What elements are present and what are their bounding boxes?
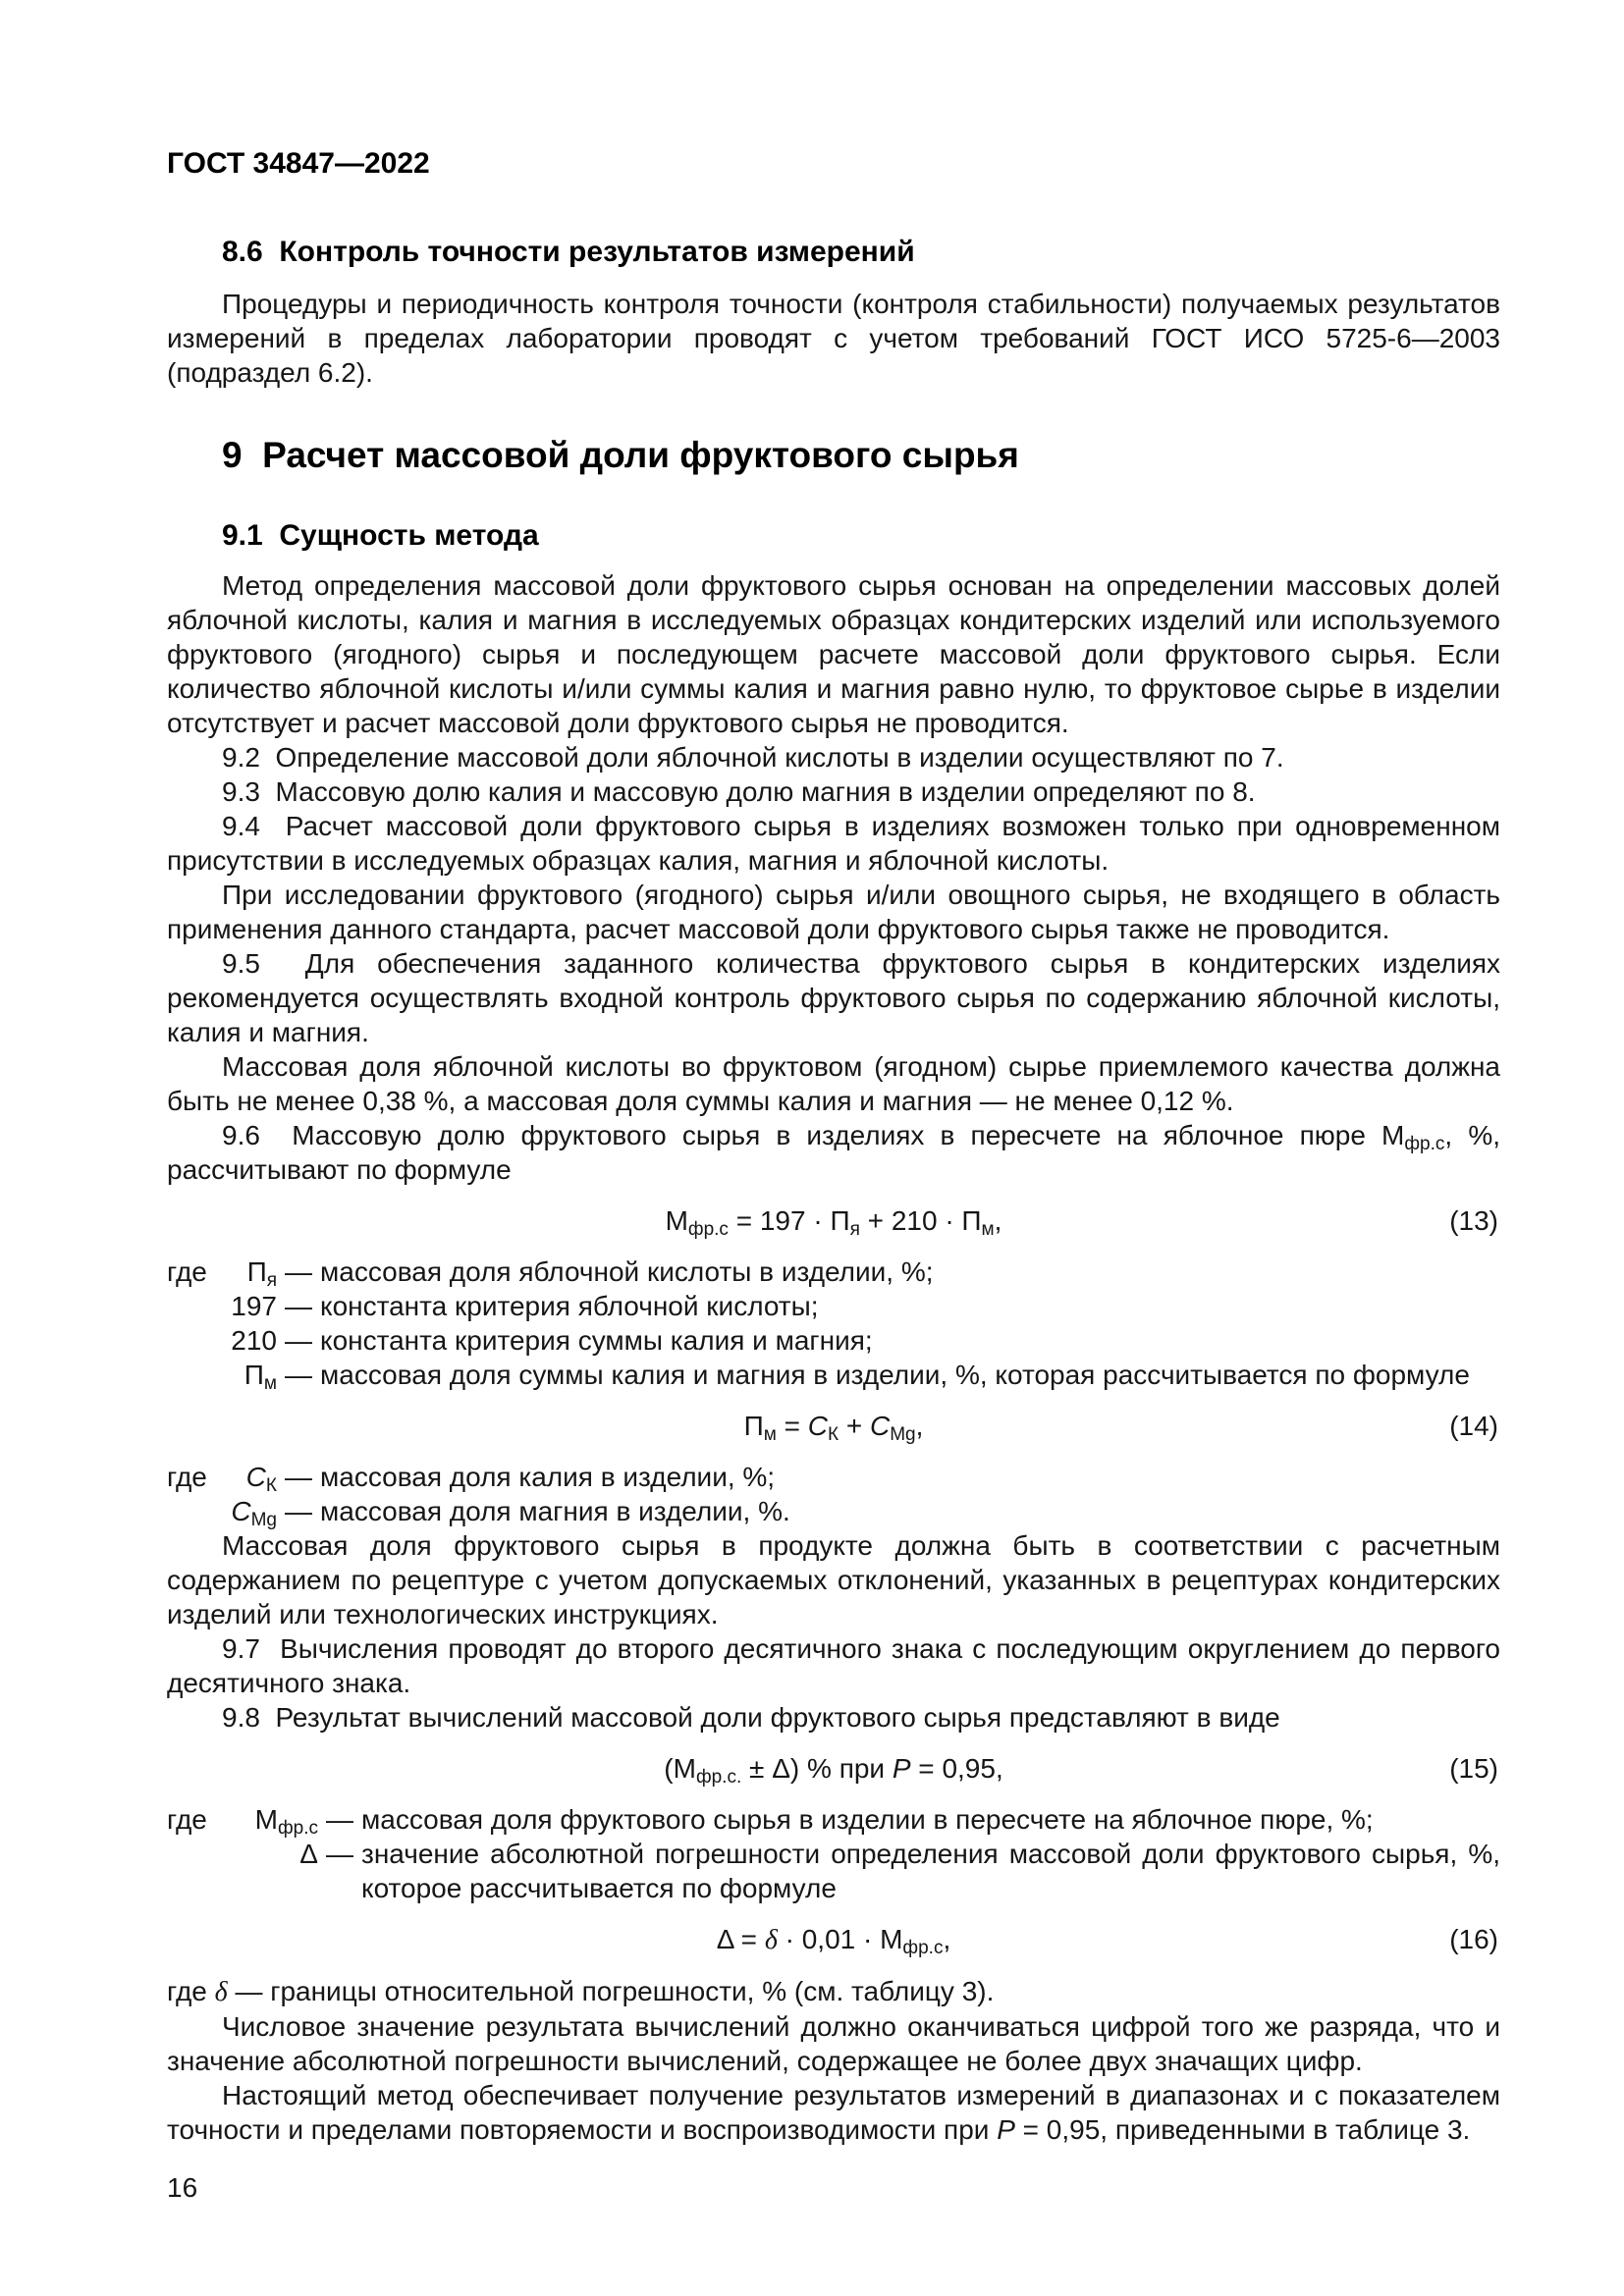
definition-row [167, 1837, 1500, 1905]
section-8-6-heading: 8.6 Контроль точности результатов измерений [222, 236, 915, 268]
definition-dash: — [285, 1325, 312, 1356]
formula-term: Δ = [716, 1924, 765, 1954]
formula-term: (М [664, 1753, 696, 1784]
formula-term: С [869, 1411, 891, 1441]
term-base: П [246, 1256, 267, 1287]
definition-dash: — [285, 1291, 312, 1321]
paragraph-8-6: Процедуры и периодичность контроля точности (контроля стабильности) получаемых результатов измерений в пределах лаборатории проводят с учетом требований ГОСТ ИСО 5725-6—2003 (подраздел 6.2). [167, 289, 1500, 388]
paragraph-final [167, 2078, 1500, 2147]
formula-term: = 0,95, [910, 1753, 1003, 1784]
term-base: П [244, 1360, 264, 1390]
formula-term: = 197 · П [728, 1205, 850, 1236]
subscript-ya: я [849, 1218, 860, 1240]
definition-lead: где [167, 1462, 207, 1492]
term-base: М [254, 1804, 278, 1835]
paragraph-final-text2: = 0,95, приведенными в таблице 3. [1014, 2114, 1471, 2145]
paragraph-9-6-text2: , %, рассчитывают по формуле [167, 1120, 1500, 1185]
formula-13 [167, 1203, 1500, 1238]
term-base: 210 [231, 1325, 277, 1356]
formula-term: = [776, 1411, 808, 1441]
formula-16-expression [716, 1924, 951, 1958]
definition-term [224, 1289, 277, 1323]
paragraph-final-text1: Настоящий метод обеспечивает получение результатов измерений в диапазонах и с показателем точности и пределами повторяемости и воспроизводимости при [167, 2080, 1500, 2145]
formula-term-p: P [892, 1753, 911, 1784]
definition-row [167, 1289, 1500, 1323]
definition-dash: — [326, 1804, 353, 1835]
definition-term [224, 1460, 277, 1494]
formula-term: ± Δ) % при [741, 1753, 893, 1784]
definition-row [167, 1460, 1500, 1494]
definition-term [224, 1255, 277, 1289]
paragraph-9-6-text1: 9.6 Массовую долю фруктового сырья в изделиях в пересчете на яблочное пюре М [222, 1120, 1405, 1150]
definition-dash: — [285, 1360, 312, 1390]
definition-lead [167, 1837, 224, 1905]
definition-row [167, 1358, 1500, 1392]
formula-16-number: (16) [1449, 1924, 1498, 1954]
subscript-fr-s: фр.с [1404, 1133, 1445, 1154]
formula-term: + 210 · П [859, 1205, 982, 1236]
formula-term: + [839, 1411, 870, 1441]
subscript-k: К [265, 1474, 277, 1496]
p-symbol: P [997, 2114, 1015, 2145]
definition-dash: — [285, 1256, 312, 1287]
term-base: С [231, 1496, 251, 1526]
definition-row [167, 1802, 1500, 1837]
subscript-k: К [827, 1423, 839, 1445]
definition-lead: где [167, 1804, 207, 1835]
definition-row [167, 1494, 1500, 1528]
definition-dash: — [285, 1496, 312, 1526]
definition-desc: массовая доля магния в изделии, %. [320, 1496, 790, 1526]
term-base: С [245, 1462, 266, 1492]
definition-term [224, 1837, 318, 1905]
formula-15 [167, 1751, 1500, 1786]
formula-15-expression [664, 1753, 1003, 1788]
definition-row [167, 1323, 1500, 1358]
definition-desc: константа критерия яблочной кислоты; [320, 1291, 819, 1321]
formula-term-delta: δ [764, 1925, 778, 1955]
definition-desc: значение абсолютной погрешности определения массовой доли фруктового сырья, %, которое рассчитывается по формуле [361, 1839, 1500, 1903]
subscript-mg: Mg [250, 1509, 277, 1530]
definition-lead [167, 1358, 224, 1392]
formula-term: , [915, 1411, 924, 1441]
paragraph-9-6 [167, 1118, 1500, 1187]
definition-desc: массовая доля суммы калия и магния в изделии, %, которая рассчитывается по формуле [320, 1360, 1470, 1390]
definition-lead [167, 1289, 224, 1323]
formula-14-number: (14) [1449, 1411, 1498, 1441]
standard-designation: ГОСТ 34847—2022 [167, 147, 430, 180]
paragraph-9-2: 9.2 Определение массовой доли яблочной кислоты в изделии осуществляют по 7. [222, 742, 1284, 773]
formula-16 [167, 1922, 1500, 1957]
paragraph-9-5-note: Массовая доля яблочной кислоты во фруктовом (ягодном) сырье приемлемого качества должна быть не менее 0,38 %, а массовая доля суммы калия и магния — не менее 0,12 %. [167, 1051, 1500, 1116]
definition-desc: массовая доля калия в изделии, %; [320, 1462, 776, 1492]
paragraph-9-4: 9.4 Расчет массовой доли фруктового сырья в изделиях возможен только при одновременном присутствии в исследуемых образцах калия, магния и яблочной кислоты. [167, 811, 1500, 876]
formula-13-expression [665, 1205, 1002, 1240]
formula-term: П [743, 1411, 764, 1441]
definition-term [224, 1323, 277, 1358]
formula-14 [167, 1409, 1500, 1443]
formula-term: · 0,01 · М [777, 1924, 903, 1954]
definitions-formula-13 [167, 1255, 1500, 1392]
definition-dash: — [326, 1839, 353, 1869]
paragraph-9-5: 9.5 Для обеспечения заданного количества фруктового сырья в кондитерских изделиях рекомендуется осуществлять входной контроль фруктового сырья по содержанию яблочной кислоты, калия и магния. [167, 948, 1500, 1047]
definition-desc: константа критерия суммы калия и магния; [320, 1325, 873, 1356]
formula-13-number: (13) [1449, 1205, 1498, 1236]
definition-term [224, 1494, 277, 1528]
definition-dash: — [285, 1462, 312, 1492]
paragraph-delta-definition [167, 1974, 1500, 2009]
subscript-fr-s: фр.с [902, 1937, 944, 1958]
subscript-ya: я [266, 1269, 277, 1291]
formula-term: , [994, 1205, 1002, 1236]
definition-desc: массовая доля яблочной кислоты в изделии, %; [320, 1256, 934, 1287]
paragraph-method: Метод определения массовой доли фруктового сырья основан на определении массовых долей яблочной кислоты, калия и магния в исследуемых образцах кондитерских изделий или используемого фруктового (ягодного) сырья и последующем расчете массовой доли фруктового сырья. Если количество яблочной кислоты и/или суммы калия и магния равно нулю, то фруктовое сырье в изделии отсутствует и расчет массовой доли фруктового сырья не проводится. [167, 570, 1500, 738]
subscript-m: м [763, 1423, 777, 1445]
formula-term: , [943, 1924, 951, 1954]
definitions-formula-15 [167, 1802, 1500, 1905]
definition-row [167, 1255, 1500, 1289]
definition-term [224, 1358, 277, 1392]
definition-term [224, 1802, 318, 1837]
definition-lead: где [167, 1256, 207, 1287]
subscript-mg: Mg [890, 1423, 916, 1445]
definitions-formula-14 [167, 1460, 1500, 1528]
paragraph-9-8: 9.8 Результат вычислений массовой доли фруктового сырья представляют в виде [222, 1702, 1280, 1733]
paragraph-numeric-value: Числовое значение результата вычислений должно оканчиваться цифрой того же разряда, что и значение абсолютной погрешности вычислений, содержащее не более двух значащих цифр. [167, 2011, 1500, 2076]
subscript-fr-s: фр.с [687, 1218, 729, 1240]
definition-desc: массовая доля фруктового сырья в изделии в пересчете на яблочное пюре, %; [361, 1804, 1374, 1835]
paragraph-delta-text1: где [167, 1976, 215, 2006]
definition-lead [167, 1494, 224, 1528]
paragraph-delta-text2: — границы относительной погрешности, % (см. таблицу 3). [227, 1976, 995, 2006]
subscript-m: м [263, 1372, 277, 1394]
subscript-m: м [981, 1218, 995, 1240]
formula-term: С [807, 1411, 828, 1441]
paragraph-mass-fraction: Массовая доля фруктового сырья в продукте должна быть в соответствии с расчетным содержанием по рецептуре с учетом допускаемых отклонений, указанных в рецептурах кондитерских изделий или технологических инструкциях. [167, 1530, 1500, 1629]
formula-term: М [665, 1205, 688, 1236]
page-number: 16 [167, 2172, 198, 2203]
section-9-heading: 9 Расчет массовой доли фруктового сырья [222, 435, 1019, 475]
paragraph-9-4-note: При исследовании фруктового (ягодного) сырья и/или овощного сырья, не входящего в область применения данного стандарта, расчет массовой доли фруктового сырья также не проводится. [167, 880, 1500, 944]
section-9-1-heading: 9.1 Сущность метода [222, 519, 539, 552]
formula-15-number: (15) [1449, 1753, 1498, 1784]
delta-symbol: δ [214, 1977, 228, 2007]
formula-14-expression [743, 1411, 924, 1445]
term-base: Δ [299, 1839, 318, 1869]
definition-lead [167, 1323, 224, 1358]
paragraph-9-3: 9.3 Массовую долю калия и массовую долю магния в изделии определяют по 8. [222, 776, 1256, 807]
term-base: 197 [231, 1291, 277, 1321]
subscript-fr-s: фр.с. [695, 1766, 742, 1788]
subscript-fr-s: фр.с [277, 1817, 318, 1839]
paragraph-9-7: 9.7 Вычисления проводят до второго десятичного знака с последующим округлением до первого десятичного знака. [167, 1633, 1500, 1698]
